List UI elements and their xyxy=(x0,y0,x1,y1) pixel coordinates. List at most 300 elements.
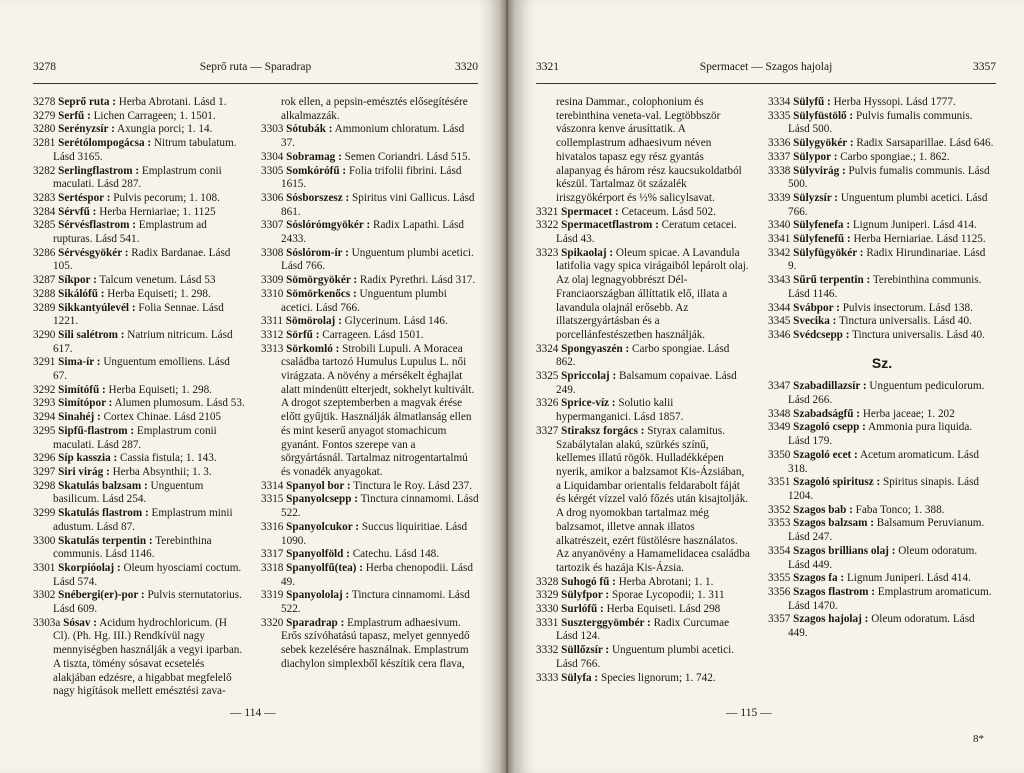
entry-term: Sülyfenefa : xyxy=(793,219,851,232)
entry-term: Sömörkenőcs : xyxy=(286,287,357,300)
entry-continuation: resina Dammar., colophonium és terebinthina veneta-val. Legtöbbször vászonra kenve árusíttatik. A collemplastrum adhaesivum néven hivatalos tapasz egy rész gyantás alapanyag és három rész kaucsukoldatból készül. Tartalmaz öt százalék iriszgyökérport és ½% salicylsavat. xyxy=(556,96,742,204)
entry-number: 3318 xyxy=(261,561,284,574)
entry-term: Spongyaszén : xyxy=(561,342,630,355)
dictionary-entry xyxy=(768,151,996,165)
entry-term: Svédcsepp : xyxy=(793,328,850,341)
page-number: — 115 — xyxy=(726,707,772,719)
entry-term: Sósav : xyxy=(63,616,98,629)
entry-number: 3332 xyxy=(536,644,559,657)
dictionary-entry xyxy=(768,613,996,640)
entry-number: 3281 xyxy=(33,137,56,150)
dictionary-entry xyxy=(261,521,479,548)
entry-definition: Herba Equiseti; 1. 298. xyxy=(104,287,211,300)
entry-definition: Emplastrum minii adustum. Lásd 87. xyxy=(53,507,233,533)
entry-definition: Tinctura cinnamomi. Lásd 522. xyxy=(281,589,470,616)
entry-number: 3301 xyxy=(33,561,56,574)
entry-definition: Axungia porci; 1. 14. xyxy=(114,123,213,136)
header-last-entry: 3320 xyxy=(455,61,478,73)
entry-definition: Balsamum copaivae. Lásd 249. xyxy=(556,370,737,396)
entry-term: Stiraksz forgács : xyxy=(561,424,645,437)
entry-definition: Acidum hydrochloricum. (H Cl). (Ph. Hg. III.) Rendkívül nagy mennyiségben használják a vegyi iparban. A tiszta, tömény sósavat ecsetelés alakjában edzésre, a higabbat megfelelő nagy higítások mellett emésztési zava- xyxy=(53,616,243,698)
entry-definition: Herba Absynthii; 1. 3. xyxy=(109,465,212,478)
entry-term: Szabadságfű : xyxy=(793,407,861,420)
entry-definition: Succus liquiritiae. Lásd 1090. xyxy=(281,520,468,547)
dictionary-entry xyxy=(33,466,246,480)
entry-number: 3300 xyxy=(33,534,56,547)
entry-definition: Tinctura universalis. Lásd 40. xyxy=(836,315,972,328)
dictionary-entry xyxy=(536,219,750,246)
dictionary-entry xyxy=(536,617,750,644)
entry-number: 3352 xyxy=(768,503,791,516)
entry-number: 3327 xyxy=(536,424,559,437)
entry-definition: Alumen plumosum. Lásd 53. xyxy=(112,397,245,410)
entry-definition: Radix Sarsaparillae. Lásd 646. xyxy=(853,137,994,150)
dictionary-entry xyxy=(33,274,246,288)
entry-term: Sérvésgyökér : xyxy=(58,246,129,259)
dictionary-entry xyxy=(536,247,750,343)
entry-number: 3336 xyxy=(768,137,791,150)
entry-definition: Emplastrum ad rupturas. Lásd 541. xyxy=(53,219,207,246)
dictionary-entry xyxy=(33,397,246,411)
dictionary-entry xyxy=(261,548,479,562)
entry-term: Svábpor : xyxy=(793,301,840,314)
entry-number: 3324 xyxy=(536,342,559,355)
dictionary-entry xyxy=(536,397,750,424)
entry-term: Serétólompogácsa : xyxy=(58,137,152,150)
left-column-2 xyxy=(261,96,479,672)
entry-term: Sörfű : xyxy=(286,328,320,341)
entry-definition: Radix Bardanae. Lásd 105. xyxy=(53,246,231,273)
dictionary-entry xyxy=(33,192,246,206)
entry-term: Svecika : xyxy=(793,315,837,328)
dictionary-entry xyxy=(261,165,479,192)
entry-definition: Solutio kalii hypermanganici. Lásd 1857. xyxy=(556,397,684,424)
entry-number: 3351 xyxy=(768,476,791,489)
dictionary-entry xyxy=(768,476,996,503)
entry-definition: Nitrum tabulatum. Lásd 3165. xyxy=(53,137,237,163)
header-title: Spermacet — Szagos hajolaj xyxy=(699,61,833,73)
entry-number: 3350 xyxy=(768,448,791,461)
entry-number: 3342 xyxy=(768,246,791,259)
dictionary-entry xyxy=(768,517,996,544)
dictionary-entry xyxy=(536,370,750,397)
entry-number: 3292 xyxy=(33,383,56,396)
dictionary-entry xyxy=(261,247,479,274)
entry-term: Sülyfenefű : xyxy=(793,233,851,246)
entry-definition: Unguentum plumbi acetici. Lásd 766. xyxy=(281,246,474,273)
left-page xyxy=(0,0,498,773)
entry-definition: Herba Hyssopi. Lásd 1777. xyxy=(830,96,956,108)
entry-term: Sülyfű : xyxy=(793,96,831,108)
entry-definition: Pulvis sternutatorius. Lásd 609. xyxy=(53,589,242,616)
entry-term: Sülypor : xyxy=(793,150,838,163)
entry-term: Süllőzsír : xyxy=(561,644,610,657)
entry-definition: Emplastrum aromaticum. Lásd 1470. xyxy=(788,585,992,612)
entry-number: 3330 xyxy=(536,603,559,616)
entry-term: Sülyfpor : xyxy=(561,589,610,602)
entry-term: Suhogó fű : xyxy=(561,575,616,588)
entry-number: 3333 xyxy=(536,671,559,684)
entry-number: 3283 xyxy=(33,191,56,204)
entry-term: Sikálófű : xyxy=(58,287,105,300)
entry-definition: Ammonium chloratum. Lásd 37. xyxy=(281,123,465,150)
dictionary-entry xyxy=(768,165,996,192)
entry-definition: Ammonia pura liquida. Lásd 179. xyxy=(788,421,973,448)
entry-number: 3299 xyxy=(33,507,56,520)
entry-term: Sűrű terpentin : xyxy=(793,274,871,287)
entry-number: 3312 xyxy=(261,328,284,341)
dictionary-entry xyxy=(536,603,750,617)
entry-number: 3355 xyxy=(768,572,791,585)
entry-number: 3326 xyxy=(536,397,559,410)
entry-number: 3347 xyxy=(768,380,791,393)
dictionary-entry xyxy=(261,192,479,219)
entry-number: 3340 xyxy=(768,219,791,232)
entry-number: 3346 xyxy=(768,328,791,341)
entry-number: 3316 xyxy=(261,520,284,533)
entry-term: Spanyolfű(tea) : xyxy=(286,561,363,574)
entry-number: 3285 xyxy=(33,219,56,232)
entry-number: 3337 xyxy=(768,150,791,163)
entry-number: 3278 xyxy=(33,96,56,108)
entry-term: Szagos fa : xyxy=(793,572,845,585)
dictionary-entry xyxy=(33,356,246,383)
entry-term: Szagoló csepp : xyxy=(793,421,866,434)
entry-definition: Emplastrum adhaesivum. Erős szívóhatású tapasz, melyet gennyedő sebek kezelésére használnak. Emplastrum diachylon simplexből készítik cera flava, xyxy=(281,616,470,670)
entry-definition: Oleum spicae. A Lavandula latifolia vagy spica virágaiból lepárolt olaj. Az olaj legnagyobbrészt Dél-Franciaországban állíttatik elő, illata a lavandula olajnál erősebb. Az illatszergyártásban és a porcellánfestészetben használják. xyxy=(556,246,749,341)
entry-number: 3295 xyxy=(33,424,56,437)
entry-number: 3321 xyxy=(536,205,559,218)
entry-number: 3353 xyxy=(768,517,791,530)
dictionary-entry xyxy=(33,617,246,699)
header-last-entry: 3357 xyxy=(973,61,996,73)
header-rule xyxy=(33,83,478,84)
entry-number: 3303 xyxy=(261,123,284,136)
entry-term: Szagos flastrom : xyxy=(793,585,875,598)
entry-definition: Tinctura universalis. Lásd 40. xyxy=(849,328,985,341)
entry-term: Sipfű-flastrom : xyxy=(58,424,135,437)
right-page-header xyxy=(536,61,996,79)
dictionary-entry xyxy=(536,206,750,220)
entry-number: 3280 xyxy=(33,123,56,136)
entry-definition: Spiritus vini Gallicus. Lásd 861. xyxy=(281,191,475,218)
entry-number: 3343 xyxy=(768,274,791,287)
entry-term: Sömörgyökér : xyxy=(286,274,358,287)
entry-definition: Herba Herniariae; 1. 1125 xyxy=(96,205,216,218)
entry-definition: Herba Equiseti. Lásd 298 xyxy=(603,603,721,616)
dictionary-entry xyxy=(33,425,246,452)
entry-term: Sülyzsír : xyxy=(793,191,839,204)
entry-definition: Species lignorum; 1. 742. xyxy=(598,671,716,684)
entry-term: Spanyololaj : xyxy=(286,589,350,602)
entry-term: Sömörolaj : xyxy=(285,315,342,328)
entry-term: Sülyfa : xyxy=(561,671,599,684)
dictionary-entry xyxy=(33,562,246,589)
entry-number: 3329 xyxy=(536,589,559,602)
entry-term: Sótubák : xyxy=(286,123,333,136)
entry-term: Sülygyökér : xyxy=(793,137,854,150)
entry-definition: Radix Curcumae Lásd 124. xyxy=(556,616,730,643)
dictionary-entry xyxy=(536,576,750,590)
entry-number: 3320 xyxy=(261,616,284,629)
entry-term: Sérvésflastrom : xyxy=(58,219,136,232)
dictionary-entry xyxy=(768,421,996,448)
entry-term: Serlingflastrom : xyxy=(58,164,140,177)
entry-number: 3297 xyxy=(33,465,56,478)
entry-term: Skatulás terpentin : xyxy=(58,534,153,547)
dictionary-entry xyxy=(261,480,479,494)
dictionary-entry xyxy=(536,589,750,603)
dictionary-entry xyxy=(33,137,246,164)
entry-term: Somkórófű : xyxy=(286,164,347,177)
entry-number: 3286 xyxy=(33,246,56,259)
entry-definition: Lignum Juniperi. Lásd 414. xyxy=(844,572,971,585)
entry-term: Sparadrap : xyxy=(286,616,345,629)
entry-number: 3339 xyxy=(768,191,791,204)
entry-number: 3325 xyxy=(536,370,559,383)
entry-definition: Pulvis pecorum; 1. 108. xyxy=(110,191,220,204)
dictionary-entry xyxy=(768,315,996,329)
entry-number: 3328 xyxy=(536,575,559,588)
entry-term: Szagos brillians olaj : xyxy=(793,544,896,557)
dictionary-entry xyxy=(261,343,479,480)
entry-term: Siri virág : xyxy=(58,465,110,478)
dictionary-entry xyxy=(33,452,246,466)
dictionary-entry xyxy=(768,110,996,137)
entry-definition: Herba Herniariae. Lásd 1125. xyxy=(850,233,986,246)
entry-term: Spanyolföld : xyxy=(286,548,350,561)
dictionary-entry xyxy=(536,343,750,370)
entry-definition: Carrageen. Lásd 1501. xyxy=(319,328,424,341)
entry-definition: Herba Equiseti; 1. 298. xyxy=(105,383,212,396)
entry-number: 3335 xyxy=(768,109,791,122)
entry-number: 3349 xyxy=(768,421,791,434)
entry-term: Serényzsír : xyxy=(58,123,115,136)
entry-number: 3319 xyxy=(261,589,284,602)
entry-term: Skorpióolaj : xyxy=(58,561,121,574)
entry-term: Spanyolcukor : xyxy=(286,520,360,533)
dictionary-entry xyxy=(768,192,996,219)
header-first-entry: 3321 xyxy=(536,61,559,73)
entry-number: 3279 xyxy=(33,109,56,122)
header-title: Seprő ruta — Sparadrap xyxy=(199,61,312,73)
entry-term: Sima-ír : xyxy=(58,356,101,369)
dictionary-entry xyxy=(768,504,996,518)
entry-definition: Carbo spongiae. Lásd 862. xyxy=(556,342,730,369)
dictionary-entry xyxy=(261,562,479,589)
dictionary-entry xyxy=(536,644,750,671)
entry-definition: Cetaceum. Lásd 502. xyxy=(618,205,716,218)
dictionary-entry xyxy=(261,493,479,520)
entry-term: Skatulás flastrom : xyxy=(58,507,149,520)
entry-definition: Oleum odoratum. Lásd 449. xyxy=(788,544,978,571)
entry-definition: Terebinthina communis. Lásd 1146. xyxy=(53,534,212,561)
entry-number: 3348 xyxy=(768,407,791,420)
entry-definition: Folia Sennae. Lásd 1221. xyxy=(53,301,224,328)
dictionary-entry xyxy=(768,380,996,407)
entry-definition: Cassia fistula; 1. 143. xyxy=(117,452,217,465)
entry-term: Spanyol bor : xyxy=(286,479,351,492)
entry-definition: Unguentum pediculorum. Lásd 266. xyxy=(788,380,985,407)
entry-term: Szagos bab : xyxy=(793,503,853,516)
dictionary-entry xyxy=(33,411,246,425)
dictionary-entry xyxy=(768,586,996,613)
entry-definition: Pulvis fumalis communis. Lásd 500. xyxy=(788,109,973,136)
entry-term: Sülyfüstölő : xyxy=(793,109,854,122)
entry-number: 3294 xyxy=(33,411,56,424)
entry-term: Sóslórom-ír : xyxy=(286,246,349,259)
entry-number: 3315 xyxy=(261,493,284,506)
entry-definition: Acetum aromaticum. Lásd 318. xyxy=(788,448,979,475)
entry-definition: Semen Coriandri. Lásd 515. xyxy=(341,150,471,163)
entry-definition: Faba Tonco; 1. 388. xyxy=(852,503,945,516)
entry-term: Sikkantyúlevél : xyxy=(58,301,136,314)
entry-definition: Unguentum emolliens. Lásd 67. xyxy=(53,356,230,383)
dictionary-entry xyxy=(768,137,996,151)
entry-definition: Strobili Lupuli. A Moracea családba tartozó Humulus Lupulus L. női virágzata. A növény a mérsékelt éghajlat alatt mindenütt elterjedt, sokhelyt kultivált. A drogot szeptemberben a magvak érése előtt gyűjtik. Használják álmatlanság ellen és mint keserű anyagot stomachicum gyanánt. Fontos szerepe van a sörgyártásnál. Tartalmaz nitrogentartalmú és vonadék anyagokat. xyxy=(281,342,475,478)
dictionary-entry xyxy=(261,123,479,150)
entry-term: Skatulás balzsam : xyxy=(58,479,148,492)
entry-definition: Spiritus sinapis. Lásd 1204. xyxy=(788,476,980,502)
entry-term: Szagos balzsam : xyxy=(793,517,874,530)
entry-number: 3289 xyxy=(33,301,56,314)
entry-definition: Styrax calamitus. Szabálytalan alakú, szürkés színű, kellemes illatú rögök. Hulladékképen nyerik, amikor a balzsamot Kis-Ázsiában, a Liquidambar orientalis feldarabolt fáját és kérgét vízzel való főzés után kisajtolják. A drog nyomokban tartalmaz még balzsamot, illetve annak illatos alkatrészeit, ezért füstölésre használatos. Az anyanövény a Hamamelidacea családba tartozik és hazája Kis-Ázsia. xyxy=(556,424,750,574)
dictionary-entry xyxy=(768,233,996,247)
entry-definition: Radix Hirundinariae. Lásd 9. xyxy=(788,246,986,273)
entry-term: Sülyvirág : xyxy=(793,164,846,177)
entry-definition: Talcum venetum. Lásd 53 xyxy=(96,274,216,287)
entry-term: Síp kasszia : xyxy=(58,452,118,465)
entry-number: 3314 xyxy=(261,479,284,492)
entry-definition: Pulvis insectorum. Lásd 138. xyxy=(839,301,973,314)
entry-term: Sertéspor : xyxy=(58,191,111,204)
entry-number: 3310 xyxy=(261,287,284,300)
entry-number: 3282 xyxy=(33,164,56,177)
dictionary-entry xyxy=(33,384,246,398)
entry-definition: Herba jaceae; 1. 202 xyxy=(860,407,955,420)
entry-continuation: rok ellen, a pepsin-emésztés elősegítésére alkalmazzák. xyxy=(281,96,468,122)
dictionary-entry xyxy=(536,672,750,686)
entry-term: Szagoló ecet : xyxy=(793,448,858,461)
dictionary-entry xyxy=(768,302,996,316)
entry-definition: Ceratum cetacei. Lásd 43. xyxy=(556,219,737,246)
dictionary-entry xyxy=(33,589,246,616)
entry-definition: Glycerinum. Lásd 146. xyxy=(341,315,448,328)
entry-term: Simítópor : xyxy=(58,397,113,410)
entry-definition: Folia trifolii fibrini. Lásd 1615. xyxy=(281,164,462,191)
entry-number: 3344 xyxy=(768,301,791,314)
dictionary-entry xyxy=(33,480,246,507)
entry-definition: Oleum hyosciami coctum. Lásd 574. xyxy=(53,561,242,588)
dictionary-entry xyxy=(536,425,750,576)
entry-number: 3334 xyxy=(768,96,791,108)
entry-term: Spikaolaj : xyxy=(561,246,614,259)
entry-definition: Natrium nitricum. Lásd 617. xyxy=(53,328,233,355)
entry-number: 3338 xyxy=(768,164,791,177)
entry-term: Spermacetflastrom : xyxy=(561,219,659,232)
dictionary-entry xyxy=(33,206,246,220)
entry-definition: Sporae Lycopodii; 1. 311 xyxy=(609,589,725,602)
dictionary-entry xyxy=(768,219,996,233)
entry-term: Sülyfügyökér : xyxy=(793,246,864,259)
dictionary-entry xyxy=(33,288,246,302)
entry-term: Szagoló spiritusz : xyxy=(793,476,881,489)
entry-term: Sprice-víz : xyxy=(561,397,616,410)
entry-term: Spriccolaj : xyxy=(561,370,617,383)
entry-term: Sörkomló : xyxy=(286,342,340,355)
entry-definition: Herba Abrotani. Lásd 1. xyxy=(115,96,227,108)
dictionary-entry xyxy=(33,329,246,356)
dictionary-entry xyxy=(33,302,246,329)
entry-number: 3305 xyxy=(261,164,284,177)
dictionary-entry xyxy=(261,274,479,288)
entry-definition: Unguentum plumbi acetici. Lásd 766. xyxy=(556,644,735,670)
dictionary-entry xyxy=(768,329,996,343)
entry-number: 3302 xyxy=(33,589,56,602)
entry-number: 3357 xyxy=(768,613,791,626)
dictionary-entry xyxy=(768,247,996,274)
entry-number: 3331 xyxy=(536,616,559,629)
right-page xyxy=(516,0,1024,773)
entry-term: Snébergi(er)-por : xyxy=(58,589,145,602)
entry-definition: Balsamum Peruvianum. Lásd 247. xyxy=(788,517,985,544)
entry-definition: Carbo spongiae.; 1. 862. xyxy=(837,150,950,163)
entry-term: Szagos hajolaj : xyxy=(793,613,869,626)
dictionary-entry xyxy=(33,507,246,534)
entry-term: Szabadillazsír : xyxy=(793,380,867,393)
entry-term: Sérvfű : xyxy=(58,205,97,218)
entry-term: Sósborszesz : xyxy=(286,191,350,204)
entry-definition: Radix Lapathi. Lásd 2433. xyxy=(281,219,465,246)
entry-number: 3322 xyxy=(536,219,559,232)
entry-number: 3309 xyxy=(261,274,284,287)
entry-number: 3303a xyxy=(33,616,61,629)
page-number: — 114 — xyxy=(230,707,276,719)
entry-number: 3298 xyxy=(33,479,56,492)
dictionary-entry xyxy=(768,449,996,476)
dictionary-entry xyxy=(33,247,246,274)
dictionary-entry xyxy=(33,96,246,110)
dictionary-entry xyxy=(33,535,246,562)
entry-number: 3345 xyxy=(768,315,791,328)
left-page-header xyxy=(33,61,478,79)
entry-definition: Emplastrum conii maculati. Lásd 287. xyxy=(53,424,217,451)
entry-term: Sili salétrom : xyxy=(58,328,125,341)
entry-definition: Oleum odoratum. Lásd 449. xyxy=(788,613,975,640)
dictionary-entry xyxy=(33,165,246,192)
dictionary-entry xyxy=(261,151,479,165)
dictionary-entry xyxy=(261,617,479,672)
entry-number: 3306 xyxy=(261,191,284,204)
entry-number: 3354 xyxy=(768,544,791,557)
dictionary-entry xyxy=(261,589,479,616)
dictionary-entry xyxy=(768,572,996,586)
entry-term: Spermacet : xyxy=(561,205,619,218)
dictionary-entry xyxy=(261,315,479,329)
dictionary-entry xyxy=(768,408,996,422)
entry-number: 3311 xyxy=(261,315,283,328)
entry-definition: Lignum Juniperi. Lásd 414. xyxy=(850,219,977,232)
header-first-entry: 3278 xyxy=(33,61,56,73)
entry-number: 3293 xyxy=(33,397,56,410)
entry-number: 3313 xyxy=(261,342,284,355)
entry-definition: Terebinthina communis. Lásd 1146. xyxy=(788,274,982,300)
dictionary-entry xyxy=(33,219,246,246)
right-column-1 xyxy=(536,96,750,685)
entry-definition: Lichen Carrageen; 1. 1501. xyxy=(90,109,216,122)
dictionary-entry xyxy=(768,96,996,110)
entry-term: Sinahéj : xyxy=(58,411,101,424)
